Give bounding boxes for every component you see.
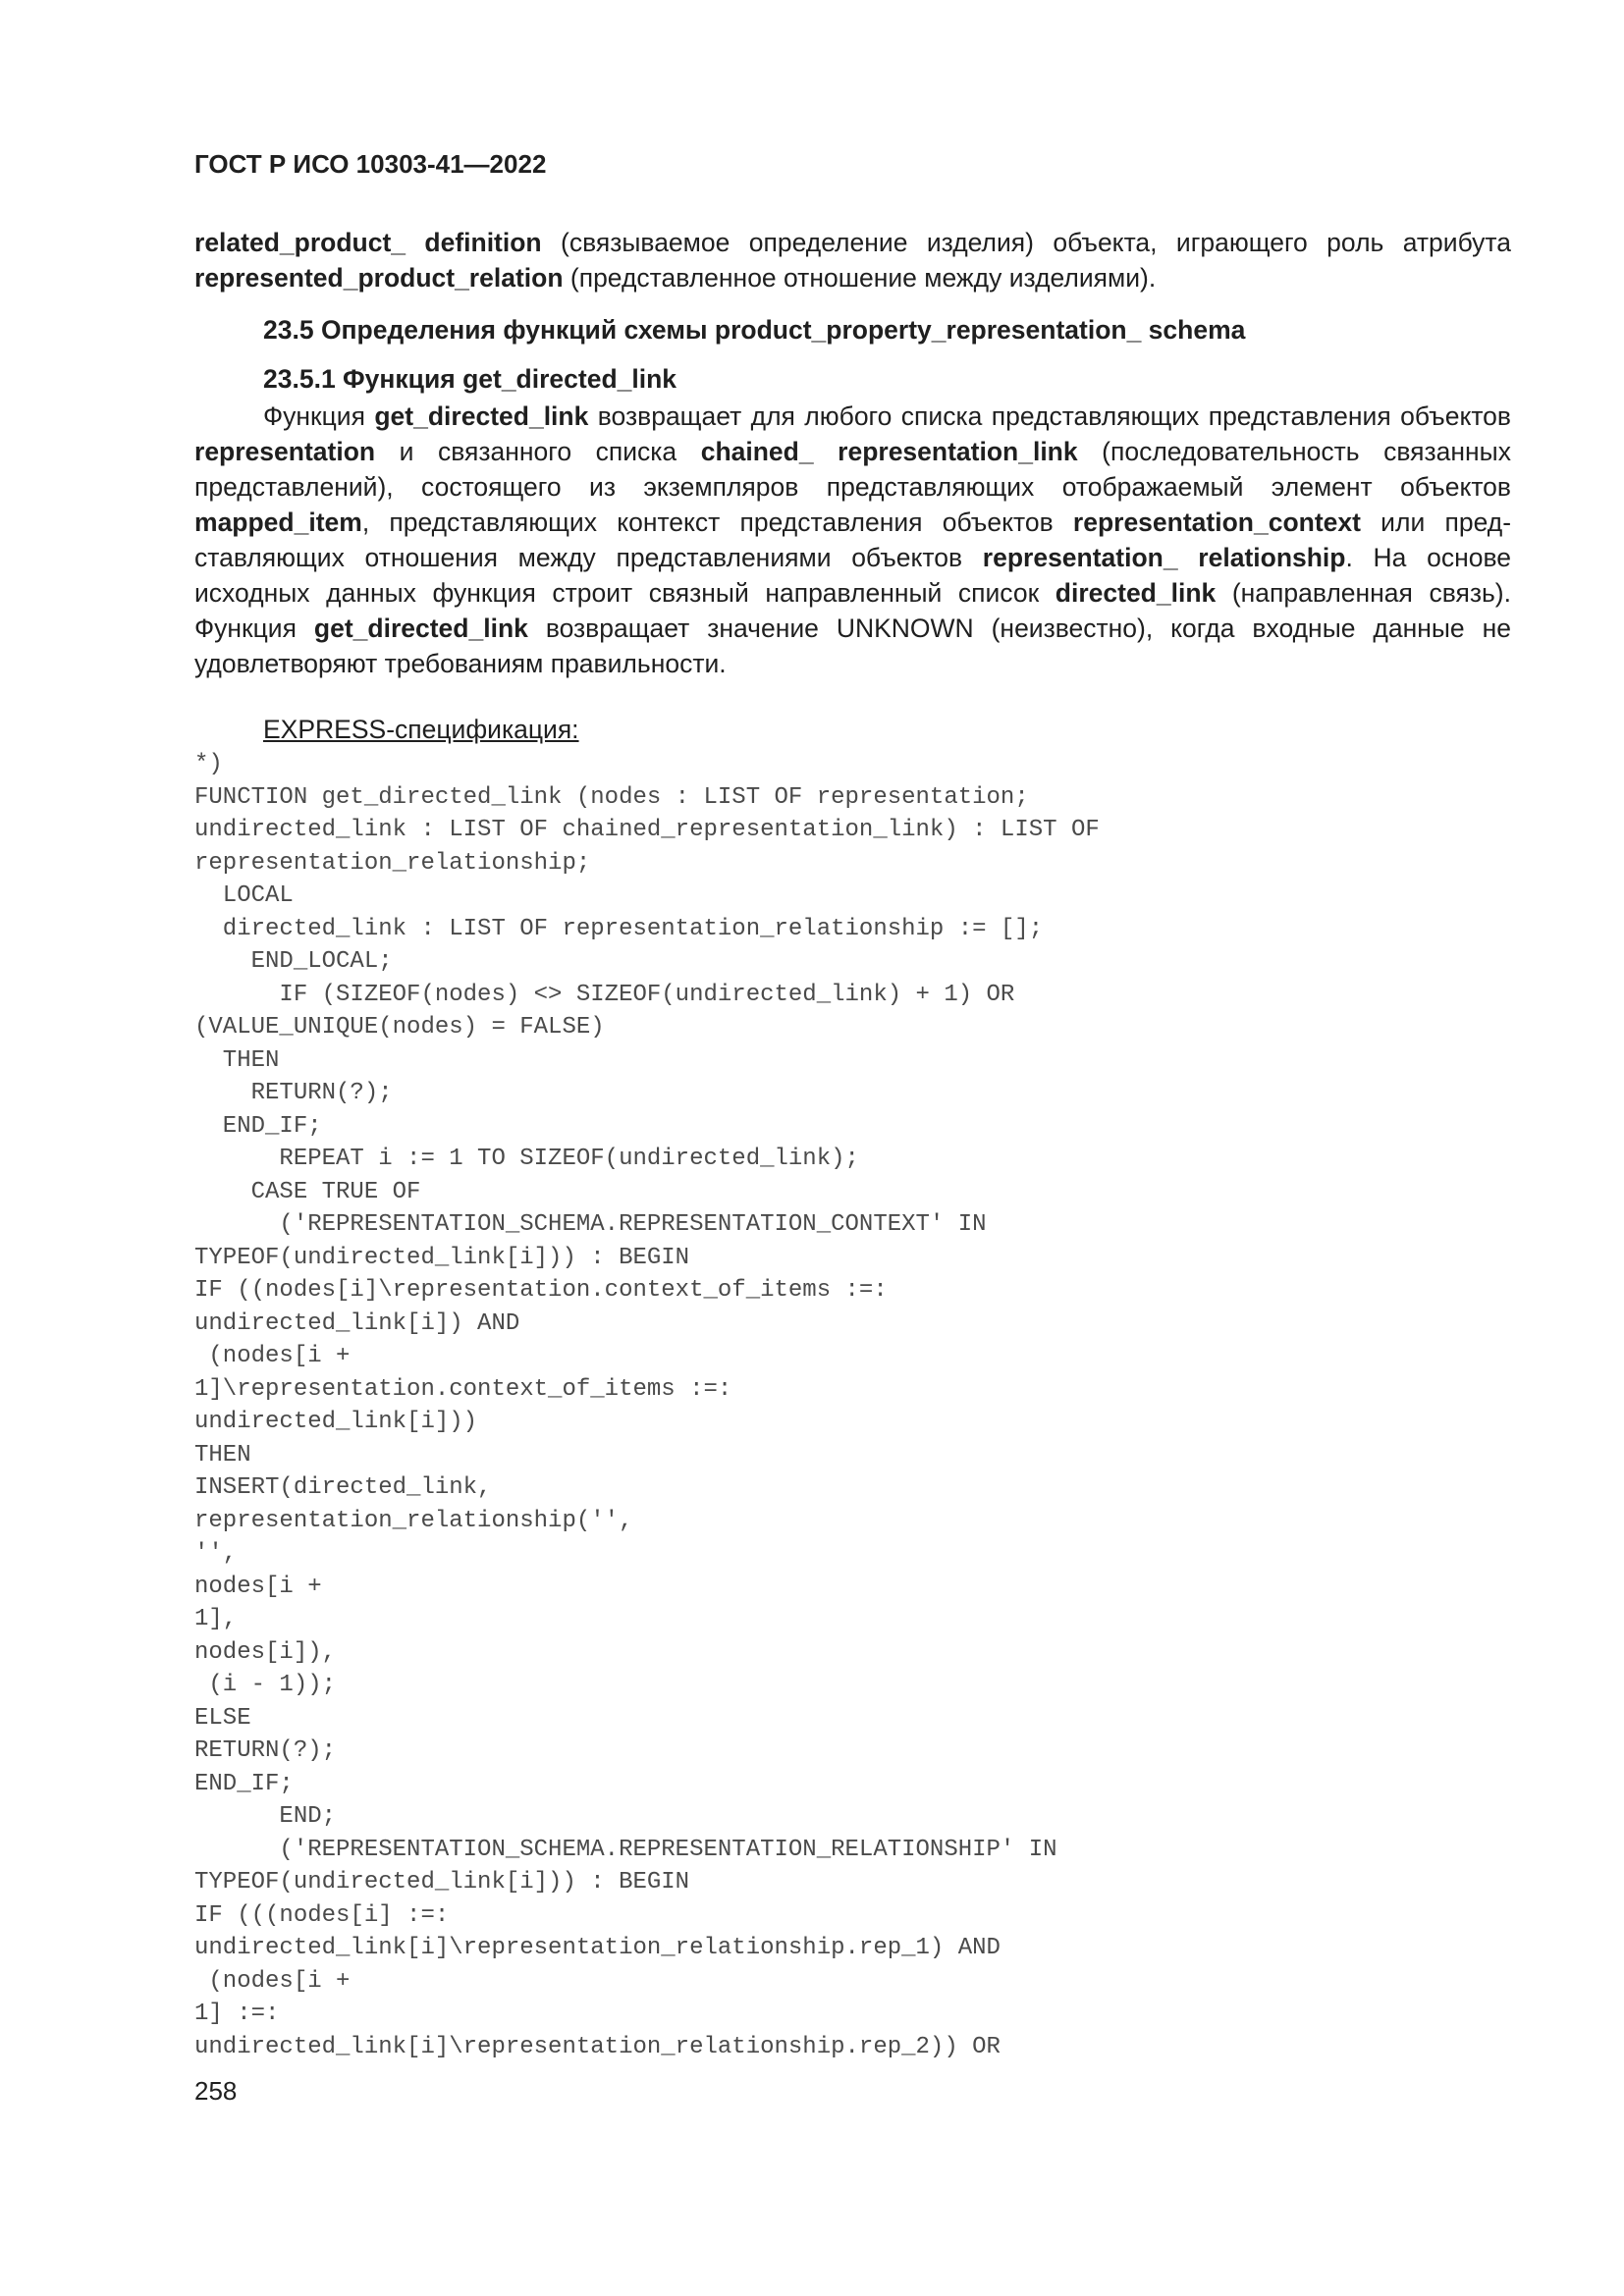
- desc-text-9: возвращает значение UNKNOWN (неизвестно), когда входные данные не удовлетворяют требованиям правильности.: [194, 614, 1511, 678]
- desc-text-5: , представляющих контекст представления объектов: [361, 507, 1073, 537]
- desc-term-6: representation_ relationship: [982, 543, 1346, 572]
- desc-term-2: representation: [194, 437, 376, 466]
- document-header: ГОСТ Р ИСО 10303-41—2022: [194, 149, 547, 179]
- function-description: [194, 399, 1511, 681]
- desc-text-8: (направленная связь). Функция: [194, 578, 1511, 643]
- desc-term-1: get_directed_link: [374, 401, 589, 431]
- term-related-product-definition: related_product_ definition: [194, 228, 542, 257]
- desc-term-4: mapped_item: [194, 507, 362, 537]
- express-code-block: *) FUNCTION get_directed_link (nodes : LIST OF representation; undirected_link : LIST OF chained_representation_link) : LIST OF representation_relationship; LOCAL directed_link : LIST OF representation_relationship := []; END_LOCAL; IF (SIZEOF(nodes) <> SIZEOF(undirected_link) + 1) OR (VALUE_UNIQUE(nodes) = FALSE) THEN RETURN(?); END_IF; REPEAT i := 1 TO SIZEOF(undirected_link); CASE TRUE OF ('REPRESENTATION_SCHEMA.REPRESENTATION_CONTEXT' IN TYPEOF(undirected_link[i])) : BEGIN IF ((nodes[i]\representation.context_of_items :=: undirected_link[i]) AND (nodes[i + 1]\representation.context_of_items :=: undirected_link[i])) THEN INSERT(directed_link, representation_relationship('', '', nodes[i + 1], nodes[i]), (i - 1)); ELSE RETURN(?); END_IF; END; ('REPRESENTATION_SCHEMA.REPRESENTATION_RELATIONSHIP' IN TYPEOF(undirected_link[i])) : BEGIN IF (((nodes[i] :=: undirected_link[i]\representation_relationship.rep_1) AND (nodes[i + 1] :=: undirected_link[i]\representation_relationship.rep_2)) OR: [194, 751, 1100, 2060]
- desc-text-7: . На основе исходных данных функция строит связный направленный список: [194, 543, 1511, 608]
- intro-paragraph: [194, 225, 1511, 295]
- desc-term-3: chained_ representation_link: [700, 437, 1078, 466]
- desc-text-1: Функция: [263, 401, 375, 431]
- desc-text-4: (последовательность связанных представлений), состоящего из экземпляров представляющих отображаемый элемент объектов: [194, 437, 1511, 502]
- intro-text-1: (связываемое определение изделия) объекта, играющего роль атрибута: [541, 228, 1511, 257]
- term-represented-product-relation: represented_product_relation: [194, 263, 564, 293]
- desc-term-5: representation_context: [1072, 507, 1361, 537]
- subsection-heading: 23.5.1 Функция get_directed_link: [263, 364, 677, 394]
- desc-term-8: get_directed_link: [313, 614, 528, 643]
- page-number: 258: [194, 2076, 238, 2106]
- express-spec-label: EXPRESS-спецификация:: [263, 715, 579, 744]
- section-heading: 23.5 Определения функций схемы product_property_representation_ schema: [263, 315, 1246, 345]
- desc-text-3: и связанного списка: [375, 437, 701, 466]
- intro-text-2: (представленное отношение между изделиями).: [563, 263, 1157, 293]
- desc-text-2: возвращает для любого списка представляющих представления объектов: [588, 401, 1511, 431]
- desc-term-7: directed_link: [1055, 578, 1217, 608]
- desc-text-6: или представляющих отношения между представлениями объектов: [194, 507, 1512, 572]
